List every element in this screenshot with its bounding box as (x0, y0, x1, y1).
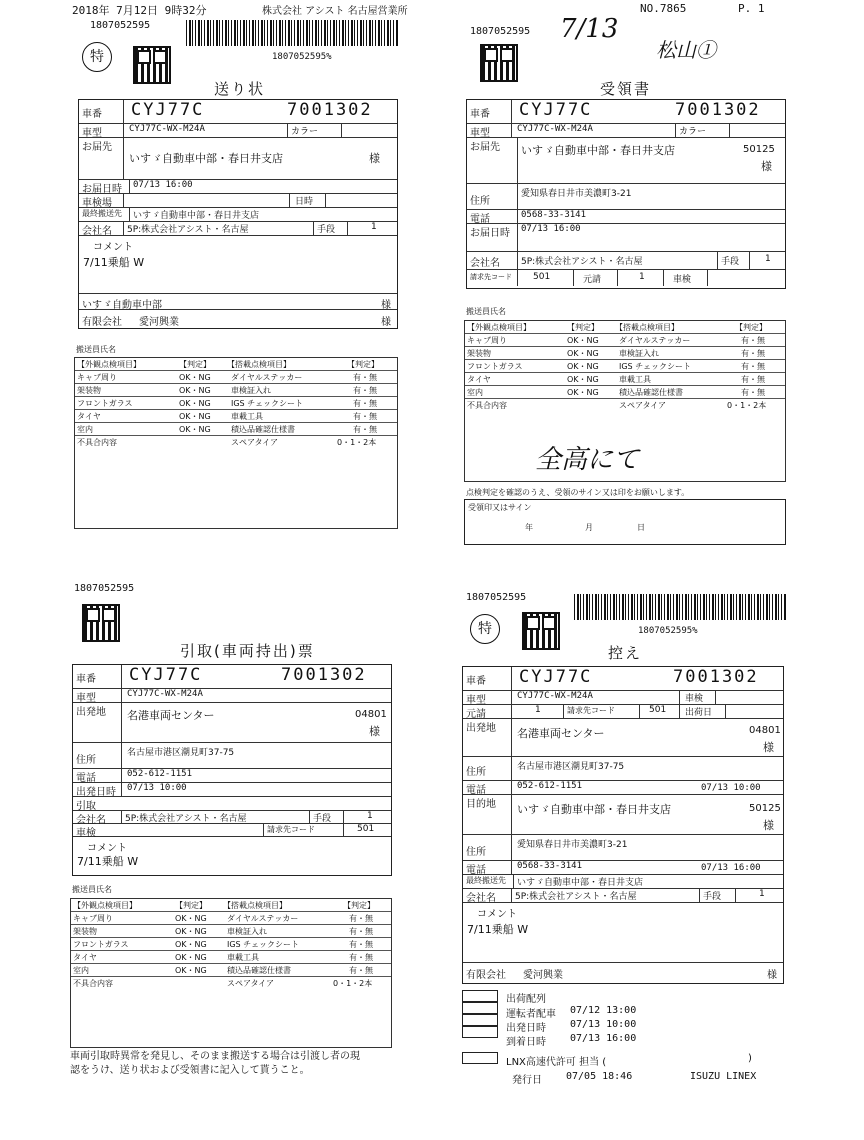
toku-mark: 特 (82, 42, 112, 72)
label: 車検 (673, 275, 692, 285)
label: 車番 (82, 109, 102, 120)
label: OK・NG (567, 362, 599, 371)
label: 電話 (466, 785, 486, 796)
final-dest: いすゞ自動車中部・春日井支店 (517, 878, 644, 888)
label: 車検場 (82, 198, 112, 209)
id-number: 1807052595 (470, 26, 531, 37)
label: 電話 (76, 773, 96, 784)
label: 【搭載点検項目】 (227, 360, 291, 369)
label: 手段 (317, 225, 336, 235)
dest: いすゞ自動車中部・春日井支店 (521, 144, 675, 157)
label: 出発地 (76, 707, 106, 718)
tel: 052-612-1151 (517, 781, 583, 791)
barcode (574, 594, 786, 620)
label: OK・NG (567, 336, 599, 345)
label: 住所 (470, 196, 490, 207)
label: 車検証入れ (619, 349, 659, 358)
footer-note: 車両引取時異常を発見し、そのまま搬送する場合は引渡し者の現認をうけ、送り状および受領書に記入して貰うこと。 (70, 1051, 360, 1076)
label: キャブ周り (77, 373, 117, 382)
depart: 07/13 10:00 (127, 783, 187, 793)
label: OK・NG (567, 349, 599, 358)
label: 様 (369, 152, 380, 165)
dest: いすゞ自動車中部・春日井支店 (517, 803, 671, 816)
serial-no: 7001302 (281, 665, 367, 685)
label: 有・無 (353, 373, 377, 382)
label: スペアタイア (619, 401, 667, 410)
label: フロントガラス (73, 940, 129, 949)
checkbox[interactable] (462, 1014, 498, 1026)
id-number: 1807052595 (90, 20, 151, 31)
label: 車型 (466, 695, 486, 706)
vehicle-no: CYJ77C (129, 665, 203, 685)
qr-code (133, 46, 171, 84)
qr-code (522, 612, 560, 650)
sign-box (464, 499, 786, 545)
label: 室内 (77, 425, 93, 434)
comment: 7/11乗船 W (77, 855, 139, 868)
billing-code: 501 (649, 705, 667, 715)
label: 【判定】 (179, 360, 211, 369)
label: OK・NG (179, 412, 211, 421)
label: 車型 (82, 128, 102, 139)
label: 車番 (470, 109, 490, 120)
label: 架装物 (467, 349, 491, 358)
label: 住所 (466, 847, 486, 858)
label: 日 (637, 523, 645, 532)
schedule-label: 到着日時 (506, 1037, 546, 1048)
vehicle-no: CYJ77C (519, 667, 593, 687)
label: 元請 (466, 709, 486, 720)
id-number: 1807052595 (466, 592, 527, 603)
label: 月 (585, 523, 593, 532)
label: スペアタイア (227, 979, 275, 988)
okurijo-form (78, 99, 398, 329)
address: 名古屋市港区潮見町37-75 (127, 748, 235, 758)
label: 有・無 (349, 940, 373, 949)
label: 最終搬送先 (466, 876, 506, 885)
label: 有・無 (349, 966, 373, 975)
label: 不具合内容 (467, 401, 507, 410)
label: コメント (87, 843, 127, 854)
label: 電話 (470, 214, 490, 225)
tel: 052-612-1151 (127, 769, 193, 779)
schedule-title: 出荷配列 (506, 994, 546, 1005)
label: 有・無 (741, 362, 765, 371)
label: スペアタイア (231, 438, 279, 447)
label: 【判定】 (343, 901, 375, 910)
label: 不具合内容 (77, 438, 117, 447)
label: 積込品確認仕様書 (231, 425, 295, 434)
print-datetime: 2018年 7月12日 9時32分 (72, 4, 207, 17)
label: タイヤ (73, 953, 97, 962)
label: 車型 (76, 693, 96, 704)
tel2-date: 07/13 16:00 (701, 863, 761, 873)
label: 車検 (685, 694, 704, 704)
dest: いすゞ自動車中部・春日井支店 (129, 152, 283, 165)
label: 有・無 (349, 927, 373, 936)
label: 搬送員氏名 (466, 307, 506, 316)
label: 架装物 (77, 386, 101, 395)
page-number: P. 1 (738, 2, 765, 15)
motoseki-value: 1 (639, 272, 645, 282)
label: 有限会社 (466, 970, 506, 981)
origin-code: 04801 (749, 725, 781, 736)
footer-company: 愛河興業 (523, 970, 563, 981)
label: OK・NG (567, 375, 599, 384)
serial-no: 7001302 (673, 667, 759, 687)
label: 有・無 (741, 336, 765, 345)
label: 車載工具 (227, 953, 259, 962)
label: 車検 (76, 828, 96, 839)
confirm-note: 点検判定を確認のうえ、受領のサイン又は印をお願いします。 (466, 488, 690, 497)
label: ダイヤルステッカー (231, 373, 303, 382)
label: OK・NG (179, 386, 211, 395)
label: コメント (93, 242, 133, 253)
label: 様 (761, 160, 772, 173)
hikae-title: 控え (608, 644, 643, 662)
billing-code: 501 (357, 824, 375, 834)
label: 【判定】 (347, 360, 379, 369)
label: コメント (477, 909, 517, 920)
dest-code: 50125 (749, 803, 781, 814)
label: 不具合内容 (73, 979, 113, 988)
address2: 愛知県春日井市美濃町3-21 (517, 840, 628, 850)
receipt-form (466, 99, 786, 289)
label: 請求先コード (267, 825, 315, 834)
date: 07/13 16:00 (133, 180, 193, 190)
label: 室内 (73, 966, 89, 975)
label: 搬送員氏名 (72, 885, 112, 894)
company-row: 5P:株式会社アシスト・名古屋 (521, 257, 643, 267)
inspection-table (74, 357, 398, 529)
label: 有・無 (353, 386, 377, 395)
method-value: 1 (765, 254, 771, 264)
lnx-close: ) (748, 1053, 752, 1064)
address: 名古屋市港区潮見町37-75 (517, 762, 625, 772)
label: 手段 (721, 257, 740, 267)
vehicle-no: CYJ77C (519, 100, 593, 120)
hikitori-form (72, 664, 392, 876)
label: 車載工具 (231, 412, 263, 421)
lnx-note: LNX高速代許可 担当 ( (506, 1057, 607, 1068)
handwritten-date: 7/13 (560, 14, 619, 44)
label: カラー (679, 127, 707, 137)
checkbox[interactable] (462, 1002, 498, 1014)
hikitori-title: 引取(車両持出)票 (180, 642, 315, 660)
label: 0・1・2本 (337, 438, 377, 447)
issued-date: 07/05 18:46 (566, 1071, 633, 1082)
qr-code (82, 604, 120, 642)
tel2: 0568-33-3141 (517, 861, 583, 871)
label: 最終搬送先 (82, 209, 122, 218)
tel-date: 07/13 10:00 (701, 783, 761, 793)
label: 様 (763, 741, 774, 754)
label: フロントガラス (77, 399, 133, 408)
label: 有・無 (353, 425, 377, 434)
label: 様 (763, 819, 774, 832)
label: キャブ周り (73, 914, 113, 923)
label: タイヤ (77, 412, 101, 421)
label: フロントガラス (467, 362, 523, 371)
label: 住所 (76, 755, 96, 766)
label: 車載工具 (619, 375, 651, 384)
schedule-label: 出発日時 (506, 1023, 546, 1034)
label: 搬送員氏名 (76, 345, 116, 354)
label: OK・NG (175, 940, 207, 949)
label: ダイヤルステッカー (227, 914, 299, 923)
label: お届先 (470, 142, 500, 153)
company-row: 5P:株式会社アシスト・名古屋 (127, 225, 249, 235)
date: 07/13 16:00 (521, 224, 581, 234)
label: 【判定】 (735, 323, 767, 332)
label: 出荷日 (685, 708, 713, 718)
label: 発行日 (512, 1075, 542, 1086)
label: 【外観点検項目】 (77, 360, 141, 369)
label: 年 (525, 523, 533, 532)
label: 元請 (583, 275, 602, 285)
label: 【搭載点検項目】 (223, 901, 287, 910)
label: OK・NG (175, 953, 207, 962)
label: 目的地 (466, 799, 496, 810)
label: 出発日時 (76, 787, 116, 798)
handwritten-name: 松山① (656, 38, 716, 62)
label: タイヤ (467, 375, 491, 384)
billing-code: 501 (533, 272, 551, 282)
label: 室内 (467, 388, 483, 397)
label: 受領印又はサイン (468, 503, 532, 512)
comment: 7/11乗船 W (467, 923, 529, 936)
dest-code: 50125 (743, 144, 775, 155)
label: 会社名 (466, 893, 496, 904)
qr-code (480, 44, 518, 82)
label: ダイヤルステッカー (619, 336, 691, 345)
method-value: 1 (367, 811, 373, 821)
label: 有・無 (741, 375, 765, 384)
company-row: 5P:株式会社アシスト・名古屋 (515, 892, 637, 902)
label: お届日時 (82, 184, 122, 195)
label: 【判定】 (567, 323, 599, 332)
inspection-table (70, 898, 392, 1048)
label: 積込品確認仕様書 (619, 388, 683, 397)
label: OK・NG (175, 966, 207, 975)
toku-mark: 特 (470, 614, 500, 644)
id-number: 1807052595 (74, 583, 135, 594)
label: 有・無 (353, 412, 377, 421)
label: 有・無 (349, 914, 373, 923)
label: 有・無 (353, 399, 377, 408)
label: 請求先コード (470, 273, 512, 281)
label: 0・1・2本 (727, 401, 767, 410)
label: 0・1・2本 (333, 979, 373, 988)
footer-company2: 愛河興業 (139, 317, 179, 328)
label: お届先 (82, 142, 112, 153)
receipt-title: 受領書 (600, 80, 652, 98)
label: 住所 (466, 767, 486, 778)
label: 電話 (466, 865, 486, 876)
checkbox[interactable] (462, 1026, 498, 1038)
label: 引取 (76, 801, 96, 812)
label: 架装物 (73, 927, 97, 936)
label: 車検証入れ (227, 927, 267, 936)
serial-no: 7001302 (287, 100, 373, 120)
label: 車番 (466, 676, 486, 687)
label: IGS チェックシート (619, 362, 691, 371)
comment: 7/11乗船 W (83, 256, 145, 269)
checkbox[interactable] (462, 1052, 498, 1064)
footer-company: いすゞ自動車中部 (82, 300, 162, 311)
label: 車型 (470, 128, 490, 139)
label: 有・無 (741, 349, 765, 358)
label: 出発地 (466, 723, 496, 734)
method-value: 1 (759, 889, 765, 899)
barcode-text: 1807052595% (638, 626, 698, 636)
label: 有・無 (349, 953, 373, 962)
final-dest: いすゞ自動車中部・春日井支店 (133, 211, 260, 221)
label: 様 (767, 970, 777, 981)
vehicle-no: CYJ77C (131, 100, 205, 120)
schedule-value: 07/13 16:00 (570, 1033, 637, 1044)
label: カラー (291, 127, 319, 137)
company-row: 5P:株式会社アシスト・名古屋 (125, 814, 247, 824)
handwritten-note: 全高にて (535, 445, 640, 475)
label: OK・NG (175, 927, 207, 936)
label: 様 (381, 317, 391, 328)
label: 積込品確認仕様書 (227, 966, 291, 975)
label: 【搭載点検項目】 (615, 323, 679, 332)
schedule-value: 07/13 10:00 (570, 1019, 637, 1030)
schedule-label: 運転者配車 (506, 1009, 556, 1020)
label: IGS チェックシート (231, 399, 303, 408)
label: OK・NG (179, 425, 211, 434)
label: 様 (381, 300, 391, 311)
label: 手段 (703, 892, 722, 902)
label: 【外観点検項目】 (467, 323, 531, 332)
model: CYJ77C-WX-M24A (127, 689, 203, 699)
schedule-value: 07/12 13:00 (570, 1005, 637, 1016)
checkbox[interactable] (462, 990, 498, 1002)
label: 車検証入れ (231, 386, 271, 395)
brand: ISUZU LINEX (690, 1071, 757, 1082)
motoseki-value: 1 (535, 705, 541, 715)
label: 会社名 (470, 258, 500, 269)
label: お届日時 (470, 228, 510, 239)
model: CYJ77C-WX-M24A (517, 691, 593, 701)
label: 様 (369, 725, 380, 738)
label: 手段 (313, 814, 332, 824)
label: 【判定】 (175, 901, 207, 910)
company-name: 株式会社 アシスト 名古屋営業所 (262, 6, 408, 17)
label: キャブ周り (467, 336, 507, 345)
label: OK・NG (175, 914, 207, 923)
barcode-text: 1807052595% (272, 52, 332, 62)
inspection-table (464, 320, 786, 482)
method-value: 1 (371, 222, 377, 232)
label: OK・NG (567, 388, 599, 397)
label: 有限会社 (82, 317, 122, 328)
label: 車番 (76, 674, 96, 685)
address: 愛知県春日井市美濃町3-21 (521, 189, 632, 199)
label: 会社名 (82, 226, 112, 237)
origin-code: 04801 (355, 709, 387, 720)
model: CYJ77C-WX-M24A (129, 124, 205, 134)
label: 請求先コード (567, 706, 615, 715)
hikae-form (462, 666, 784, 984)
label: 会社名 (76, 815, 106, 826)
label: OK・NG (179, 373, 211, 382)
label: 【外観点検項目】 (73, 901, 137, 910)
label: 日時 (295, 197, 314, 207)
origin: 名港車両センター (517, 727, 605, 740)
label: OK・NG (179, 399, 211, 408)
barcode (186, 20, 398, 46)
origin: 名港車両センター (127, 709, 215, 722)
tel: 0568-33-3141 (521, 210, 587, 220)
label: IGS チェックシート (227, 940, 299, 949)
serial-no: 7001302 (675, 100, 761, 120)
model: CYJ77C-WX-M24A (517, 124, 593, 134)
doc-number: NO.7865 (640, 2, 687, 15)
okurijo-title: 送り状 (214, 80, 266, 98)
label: 有・無 (741, 388, 765, 397)
